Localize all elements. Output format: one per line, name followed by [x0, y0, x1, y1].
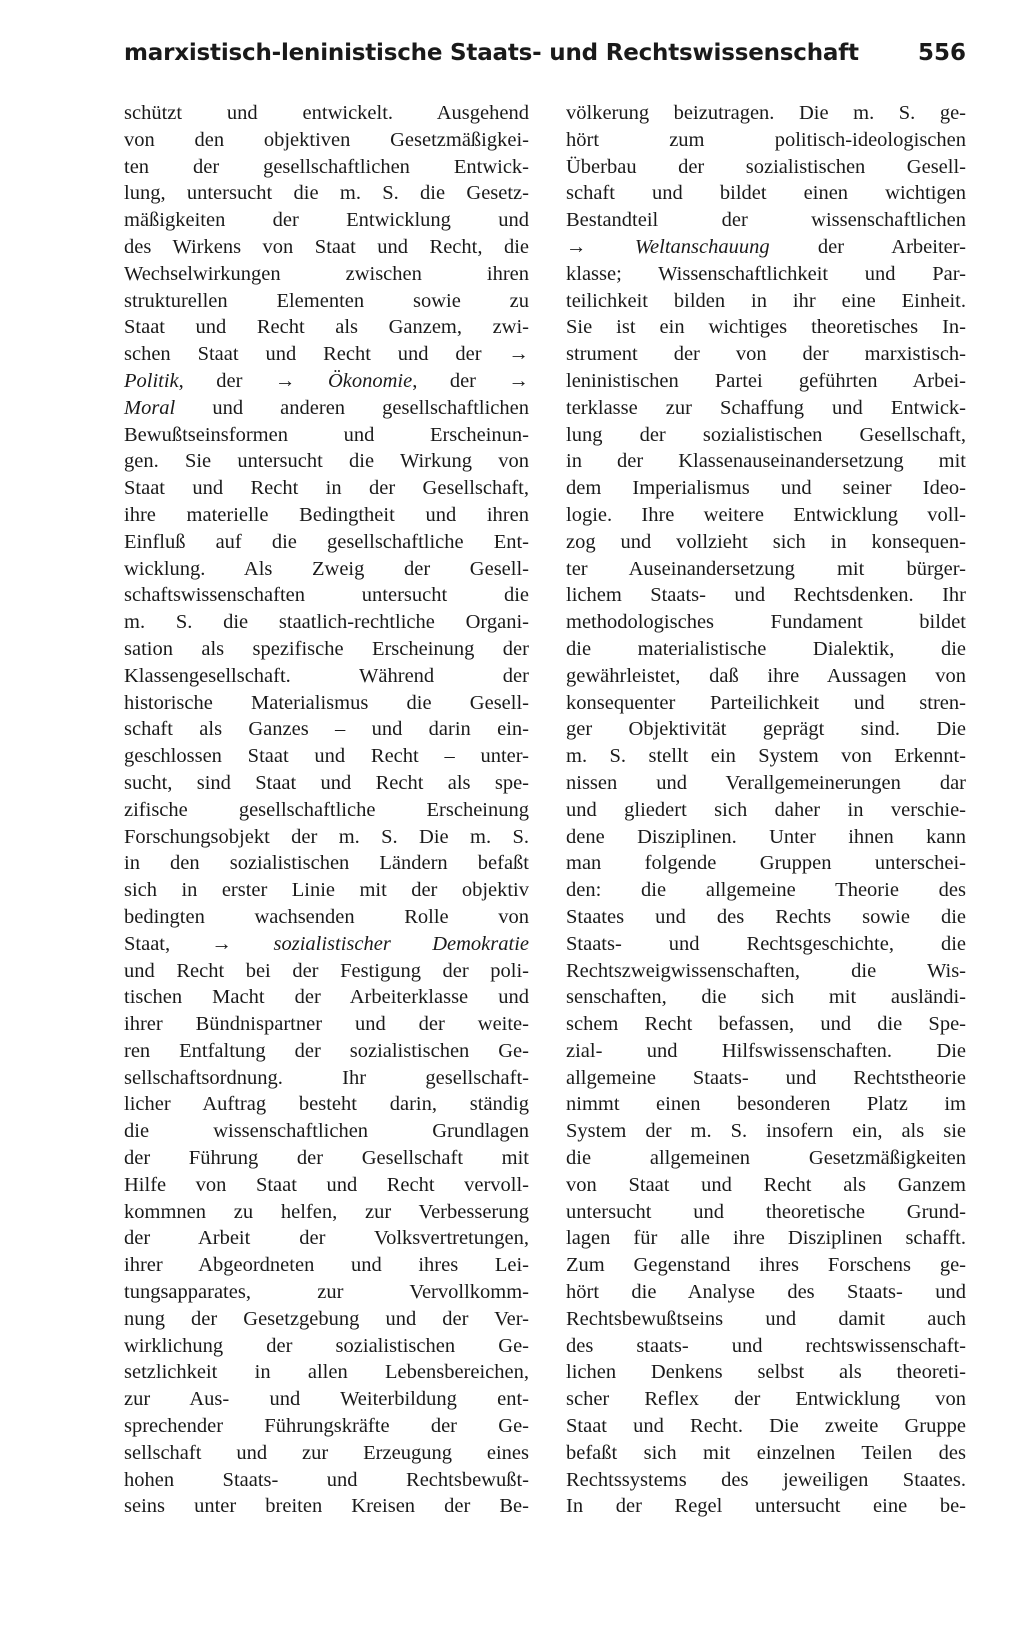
text-line: nissen und Verallgemeinerungen dar	[566, 771, 966, 794]
text-line: hört die Analyse des Staats- und	[566, 1281, 966, 1304]
text-line: ren Entfaltung der sozialistischen Ge-	[124, 1039, 529, 1062]
text-line: seins unter breiten Kreisen der Be-	[124, 1495, 529, 1518]
text-line: m. S. stellt ein System von Erkennt-	[566, 745, 966, 768]
text-line: Wechselwirkungen zwischen ihren	[124, 262, 529, 285]
text-line: schen Staat und Recht und der →	[124, 343, 529, 366]
text-line: System der m. S. insofern ein, als sie	[566, 1120, 966, 1143]
text-line: leninistischen Partei geführten Arbei-	[566, 369, 966, 392]
text-line: tischen Macht der Arbeiterklasse und	[124, 986, 529, 1009]
text-line: Bewußtseinsformen und Erscheinun-	[124, 423, 529, 446]
text-line: Staat und Recht. Die zweite Gruppe	[566, 1415, 966, 1438]
text-line: sellschaft und zur Erzeugung eines	[124, 1441, 529, 1464]
text-line: zifische gesellschaftliche Erscheinung	[124, 798, 529, 821]
text-line: in den sozialistischen Ländern befaßt	[124, 852, 529, 875]
text-line: schem Recht befassen, und die Spe-	[566, 1013, 966, 1036]
text-line: Staat, → sozialistischer Demokratie	[124, 932, 530, 955]
text-line: geschlossen Staat und Recht – unter-	[124, 745, 529, 768]
text-column-left	[124, 100, 529, 1520]
text-line: befaßt sich mit einzelnen Teilen des	[566, 1441, 966, 1464]
text-line: strukturellen Elementen sowie zu	[124, 289, 529, 312]
text-line: zial- und Hilfswissenschaften. Die	[566, 1039, 966, 1062]
text-line: lung, untersucht die m. S. die Gesetz-	[124, 182, 529, 205]
text-line: strument der von der marxistisch-	[566, 343, 966, 366]
text-line: Rechtssystems des jeweiligen Staates.	[566, 1468, 966, 1491]
text-line: dene Disziplinen. Unter ihnen kann	[566, 825, 966, 848]
text-line: sprechender Führungskräfte der Ge-	[124, 1415, 529, 1438]
header-title: marxistisch-leninistische Staats- und Rechtswissenschaft	[124, 40, 859, 66]
text-line: zog und vollzieht sich in konsequen-	[566, 530, 966, 553]
text-line: schaft als Ganzes – und darin ein-	[124, 718, 529, 741]
text-line: In der Regel untersucht eine be-	[566, 1495, 966, 1518]
text-line: tungsapparates, zur Vervollkomm-	[124, 1281, 529, 1304]
text-line: ger Objektivität geprägt sind. Die	[566, 718, 966, 741]
text-line: setzlichkeit in allen Lebensbereichen,	[124, 1361, 529, 1384]
text-line: dem Imperialismus und seiner Ideo-	[566, 477, 966, 500]
text-line: schaft und bildet einen wichtigen	[566, 182, 966, 205]
text-line: wirklichung der sozialistischen Ge-	[124, 1334, 529, 1357]
text-line: nung der Gesetzgebung und der Ver-	[124, 1307, 529, 1330]
text-line: lagen für alle ihre Disziplinen schafft.	[566, 1227, 966, 1250]
text-line: ihrer Abgeordneten und ihres Lei-	[124, 1254, 529, 1277]
text-line: logie. Ihre weitere Entwicklung voll-	[566, 503, 966, 526]
text-line: und gliedert sich daher in verschie-	[566, 798, 966, 821]
text-line: ter Auseinandersetzung mit bürger-	[566, 557, 966, 580]
page-number: 556	[917, 40, 966, 66]
text-line: historische Materialismus die Gesell-	[124, 691, 529, 714]
text-line: → Weltanschauung der Arbeiter-	[566, 235, 966, 258]
text-line: Staat und Recht als Ganzem, zwi-	[124, 316, 529, 339]
text-line: nimmt einen besonderen Platz im	[566, 1093, 966, 1116]
text-line: lichem Staats- und Rechtsdenken. Ihr	[566, 584, 966, 607]
text-line: bedingten wachsenden Rolle von	[124, 905, 529, 928]
text-line: sellschaftsordnung. Ihr gesellschaft-	[124, 1066, 529, 1089]
text-line: ihrer Bündnispartner und der weite-	[124, 1013, 529, 1036]
text-line: man folgende Gruppen unterschei-	[566, 852, 966, 875]
text-line: Moral und anderen gesellschaftlichen	[124, 396, 529, 419]
text-line: Rechtszweigwissenschaften, die Wis-	[566, 959, 966, 982]
text-line: schaftswissenschaften untersucht die	[124, 584, 529, 607]
running-header	[124, 40, 966, 80]
text-line: des Wirkens von Staat und Recht, die	[124, 235, 529, 258]
text-line: der Arbeit der Volksvertretungen,	[124, 1227, 529, 1250]
text-line: des staats- und rechtswissenschaft-	[566, 1334, 966, 1357]
text-line: terklasse zur Schaffung und Entwick-	[566, 396, 966, 419]
text-line: Staats- und Rechtsgeschichte, die	[566, 932, 966, 955]
text-line: untersucht und theoretische Grund-	[566, 1200, 966, 1223]
text-line: die allgemeinen Gesetzmäßigkeiten	[566, 1147, 966, 1170]
text-line: die materialistische Dialektik, die	[566, 637, 966, 660]
text-line: licher Auftrag besteht darin, ständig	[124, 1093, 529, 1116]
text-line: schützt und entwickelt. Ausgehend	[124, 102, 529, 124]
text-line: Sie ist ein wichtiges theoretisches In-	[566, 316, 966, 339]
text-line: von den objektiven Gesetzmäßigkei-	[124, 128, 529, 151]
text-line: konsequenter Parteilichkeit und stren-	[566, 691, 966, 714]
text-line: senschaften, die sich mit ausländi-	[566, 986, 966, 1009]
text-line: m. S. die staatlich-rechtliche Organi-	[124, 611, 529, 634]
text-line: wicklung. Als Zweig der Gesell-	[124, 557, 529, 580]
text-line: scher Reflex der Entwicklung von	[566, 1388, 966, 1411]
text-line: Politik, der → Ökonomie, der →	[124, 369, 529, 392]
text-line: völkerung beizutragen. Die m. S. ge-	[566, 102, 966, 124]
text-line: sation als spezifische Erscheinung der	[124, 637, 529, 660]
text-line: lichen Denkens selbst als theoreti-	[566, 1361, 966, 1384]
text-line: Staates und des Rechts sowie die	[566, 905, 966, 928]
text-line: den: die allgemeine Theorie des	[566, 879, 966, 902]
text-line: Einfluß auf die gesellschaftliche Ent-	[124, 530, 529, 553]
text-line: lung der sozialistischen Gesellschaft,	[566, 423, 966, 446]
text-line: Zum Gegenstand ihres Forschens ge-	[566, 1254, 966, 1277]
text-line: Rechtsbewußtseins und damit auch	[566, 1307, 966, 1330]
text-line: hört zum politisch-ideologischen	[566, 128, 966, 151]
text-line: gen. Sie untersucht die Wirkung von	[124, 450, 529, 473]
text-line: klasse; Wissenschaftlichkeit und Par-	[566, 262, 966, 285]
text-line: mäßigkeiten der Entwicklung und	[124, 209, 529, 232]
text-line: der Führung der Gesellschaft mit	[124, 1147, 529, 1170]
text-line: in der Klassenauseinandersetzung mit	[566, 450, 966, 473]
text-line: methodologisches Fundament bildet	[566, 611, 966, 634]
text-column-right	[566, 100, 966, 1520]
text-line: und Recht bei der Festigung der poli-	[124, 959, 529, 982]
text-line: Staat und Recht in der Gesellschaft,	[124, 477, 529, 500]
text-line: teilichkeit bilden in ihr eine Einheit.	[566, 289, 966, 312]
text-line: Hilfe von Staat und Recht vervoll-	[124, 1173, 529, 1196]
text-line: hohen Staats- und Rechtsbewußt-	[124, 1468, 529, 1491]
text-line: ten der gesellschaftlichen Entwick-	[124, 155, 529, 178]
text-line: Klassengesellschaft. Während der	[124, 664, 529, 687]
text-line: von Staat und Recht als Ganzem	[566, 1173, 966, 1196]
text-line: die wissenschaftlichen Grundlagen	[124, 1120, 529, 1143]
text-line: sucht, sind Staat und Recht als spe-	[124, 771, 529, 794]
text-line: Forschungsobjekt der m. S. Die m. S.	[124, 825, 529, 848]
text-line: kommnen zu helfen, zur Verbesserung	[124, 1200, 529, 1223]
text-line: Bestandteil der wissenschaftlichen	[566, 209, 966, 232]
text-line: gewährleistet, daß ihre Aussagen von	[566, 664, 966, 687]
text-line: zur Aus- und Weiterbildung ent-	[124, 1388, 529, 1411]
text-line: ihre materielle Bedingtheit und ihren	[124, 503, 529, 526]
text-line: sich in erster Linie mit der objektiv	[124, 879, 529, 902]
text-line: Überbau der sozialistischen Gesell-	[566, 155, 966, 178]
text-line: allgemeine Staats- und Rechtstheorie	[566, 1066, 966, 1089]
